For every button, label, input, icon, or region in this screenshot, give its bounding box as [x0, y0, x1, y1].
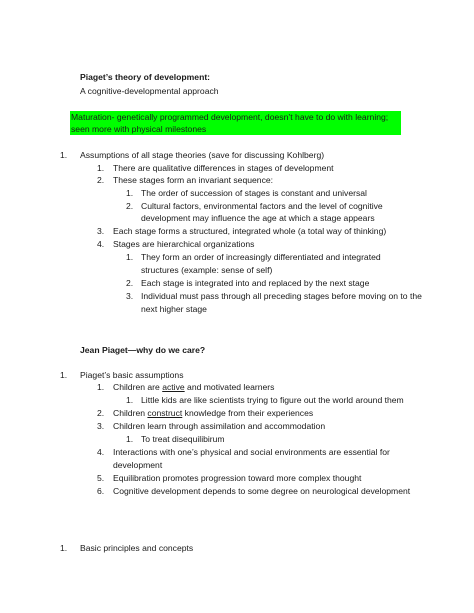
list-number: 2.: [126, 278, 134, 288]
section-title: Jean Piaget—why do we care?: [80, 345, 206, 355]
list-number: 1.: [126, 252, 134, 262]
list-item: Stages are hierarchical organizations: [113, 239, 255, 249]
list-number: 1.: [60, 370, 68, 380]
list-item: Children learn through assimilation and accommodation: [113, 421, 326, 431]
list-item-continuation: development: [113, 460, 163, 470]
list-item: Piaget’s basic assumptions: [80, 370, 184, 380]
list-number: 3.: [97, 421, 105, 431]
list-number: 1.: [97, 163, 105, 173]
list-number: 3.: [97, 226, 105, 236]
list-item: Each stage forms a structured, integrated whole (a total way of thinking): [113, 226, 387, 236]
underlined-word: construct: [147, 408, 183, 418]
list-number: 1.: [60, 150, 68, 160]
text-run: Children are: [113, 382, 163, 392]
underlined-word: active: [162, 382, 185, 392]
list-number: 3.: [126, 291, 134, 301]
list-item: There are qualitative differences in stages of development: [113, 163, 334, 173]
list-item: Little kids are like scientists trying to figure out the world around them: [141, 395, 404, 405]
list-item: To treat disequilibirum: [141, 434, 225, 444]
list-number: 1.: [126, 188, 134, 198]
list-item: These stages form an invariant sequence:: [113, 175, 274, 185]
section-subtitle: A cognitive-developmental approach: [80, 86, 219, 96]
list-number: 5.: [97, 473, 105, 483]
text-run: Children: [113, 408, 148, 418]
list-number: 1.: [97, 382, 105, 392]
list-item: [113, 407, 313, 419]
list-item: Equilibration promotes progression toward more complex thought: [113, 473, 362, 483]
list-item: Basic principles and concepts: [80, 543, 194, 553]
section-title: Piaget’s theory of development:: [80, 72, 211, 82]
list-item: Individual must pass through all preceding stages before moving on to the: [141, 291, 422, 301]
list-number: 4.: [97, 447, 105, 457]
list-number: 1.: [126, 395, 134, 405]
list-number: 2.: [126, 201, 134, 211]
text-run: knowledge from their experiences: [182, 408, 314, 418]
list-item-continuation: development may influence the age at which a stage appears: [141, 213, 375, 223]
list-item: They form an order of increasingly differentiated and integrated: [141, 252, 381, 262]
highlighted-note: Maturation- genetically programmed development, doesn’t have to do with learning; seen more with physical milestones: [71, 112, 389, 134]
list-item: Cognitive development depends to some degree on neurological development: [113, 486, 411, 496]
list-item: Each stage is integrated into and replaced by the next stage: [141, 278, 370, 288]
text-run: and motivated learners: [184, 382, 275, 392]
list-item: Interactions with one’s physical and social environments are essential for: [113, 447, 390, 457]
list-item: Assumptions of all stage theories (save for discussing Kohlberg): [80, 150, 325, 160]
list-number: 1.: [60, 543, 68, 553]
list-item: The order of succession of stages is constant and universal: [141, 188, 367, 198]
list-number: 1.: [126, 434, 134, 444]
list-item-continuation: structures (example: sense of self): [141, 265, 273, 275]
list-number: 6.: [97, 486, 105, 496]
list-number: 2.: [97, 175, 105, 185]
list-item-continuation: next higher stage: [141, 304, 207, 314]
list-number: 4.: [97, 239, 105, 249]
list-number: 2.: [97, 408, 105, 418]
list-item: [113, 381, 274, 393]
list-item: Cultural factors, environmental factors and the level of cognitive: [141, 201, 383, 211]
